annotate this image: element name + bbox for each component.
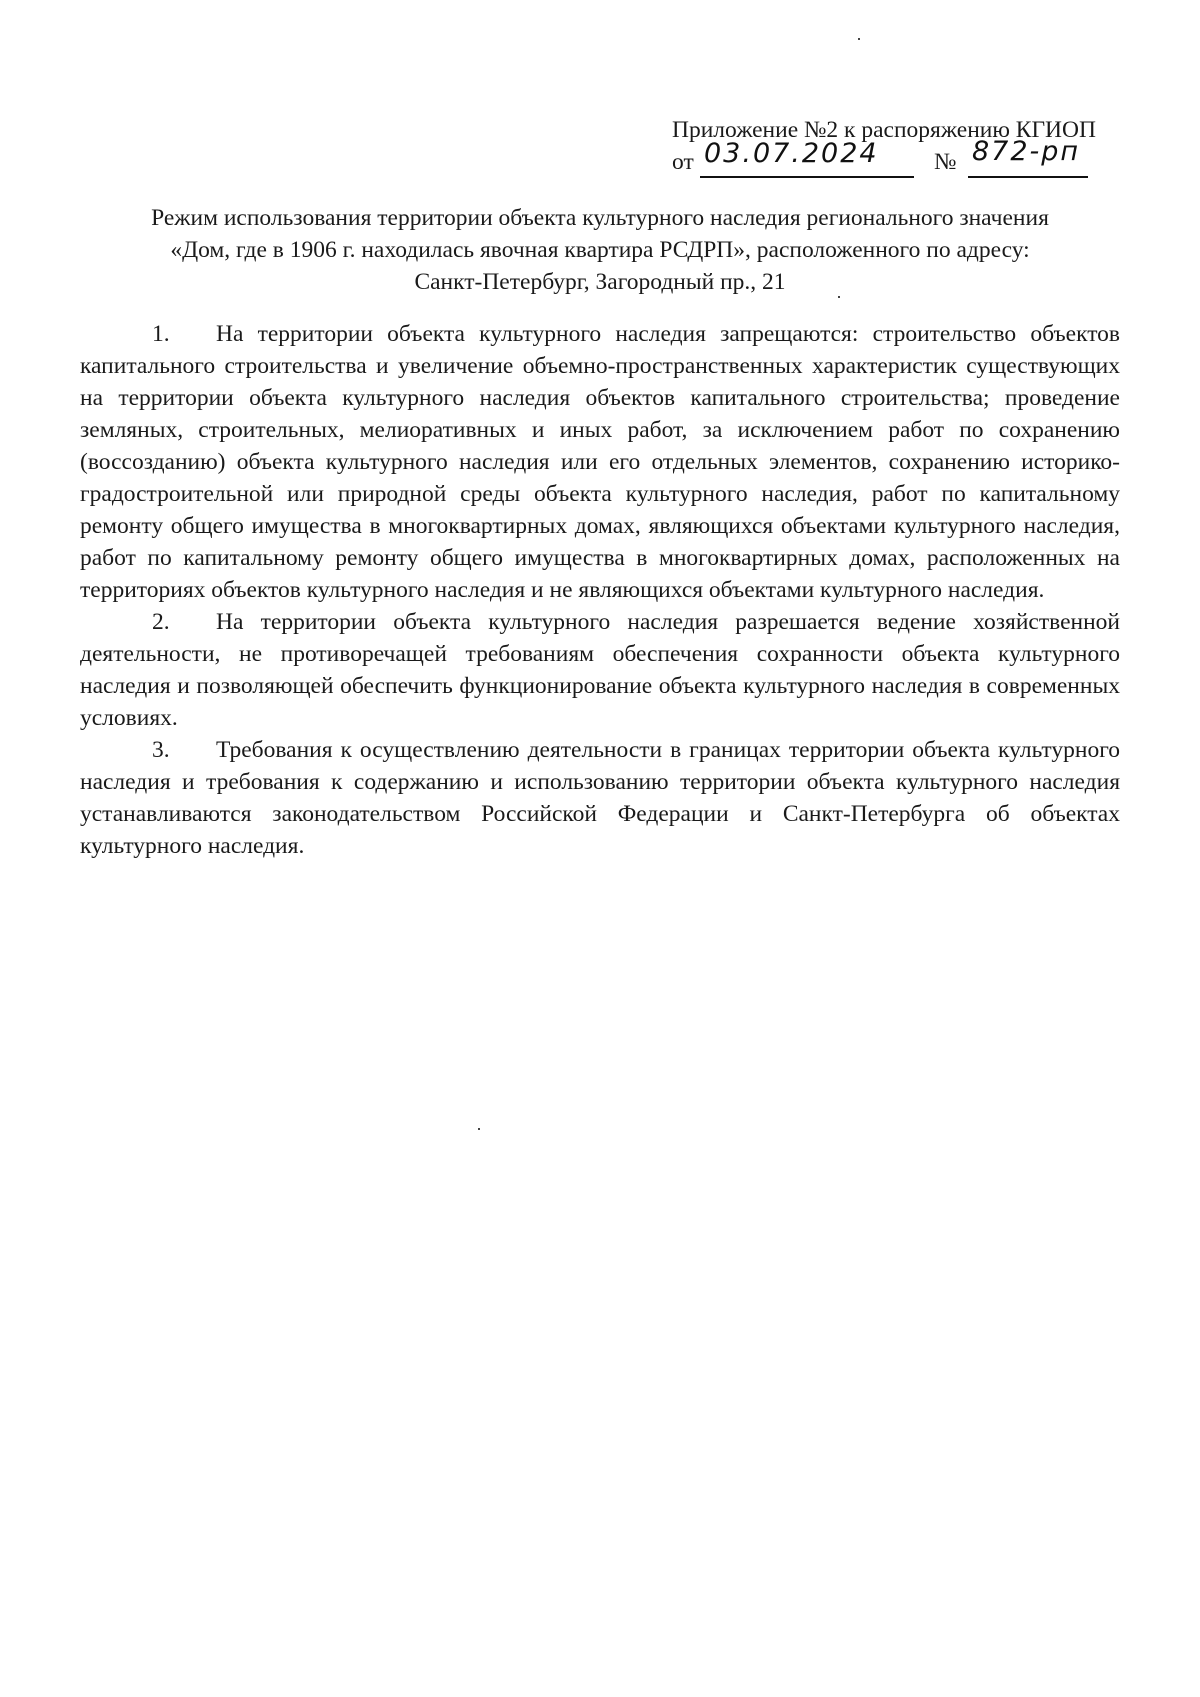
- handwritten-number: 872-рп: [972, 136, 1081, 167]
- paragraph-number: 1.: [152, 321, 170, 347]
- date-underline: [700, 176, 914, 178]
- appendix-title: Приложение №2 к распоряжению КГИОП: [672, 117, 1096, 143]
- appendix-date-number-line: [672, 136, 1132, 180]
- paragraph-number: 2.: [152, 609, 170, 635]
- heading-line-1: Режим использования территории объекта культурного наследия регионального значения: [151, 205, 1049, 231]
- paragraph-text: На территории объекта культурного наследия запрещаются: строительство объектов капитального строительства и увеличение объемно-пространственных характеристик существующих на территории объекта культурного наследия объектов капитального строительства; проведение земляных, строительных, мелиоративных и иных работ, за исключением работ по сохранению (воссозданию) объекта культурного наследия или его отдельных элементов, сохранению историко-градостроительной или природной среды объекта культурного наследия, работ по капитальному ремонту общего имущества в многоквартирных домах, являющихся объектами культурного наследия, работ по капитальному ремонту общего имущества в многоквартирных домах, расположенных на территориях объектов культурного наследия и не являющихся объектами культурного наследия.: [80, 321, 1120, 603]
- paragraph-1: [80, 318, 1120, 606]
- scan-speck: [478, 1128, 480, 1130]
- paragraph-text: На территории объекта культурного наследия разрешается ведение хозяйственной деятельности, не противоречащей требованиям обеспечения сохранности объекта культурного наследия и позволяющей обеспечить функционирование объекта культурного наследия в современных условиях.: [80, 609, 1120, 731]
- document-body: [80, 318, 1120, 862]
- appendix-block: [672, 114, 1132, 180]
- document-heading: [80, 202, 1120, 298]
- number-prefix: №: [934, 149, 957, 175]
- paragraph-number: 3.: [152, 737, 170, 763]
- scan-speck: [858, 38, 860, 40]
- heading-line-3: Санкт-Петербург, Загородный пр., 21: [414, 269, 786, 295]
- paragraph-2: [80, 606, 1120, 734]
- date-prefix: от: [672, 149, 694, 175]
- handwritten-date: 03.07.2024: [704, 138, 879, 169]
- number-underline: [968, 176, 1088, 178]
- paragraph-text: Требования к осуществлению деятельности в границах территории объекта культурного наследия и требования к содержанию и использованию территории объекта культурного наследия устанавливаются законодательством Российской Федерации и Санкт-Петербурга об объектах культурного наследия.: [80, 737, 1120, 859]
- heading-line-2: «Дом, где в 1906 г. находилась явочная квартира РСДРП», расположенного по адресу:: [170, 237, 1030, 263]
- paragraph-3: [80, 734, 1120, 862]
